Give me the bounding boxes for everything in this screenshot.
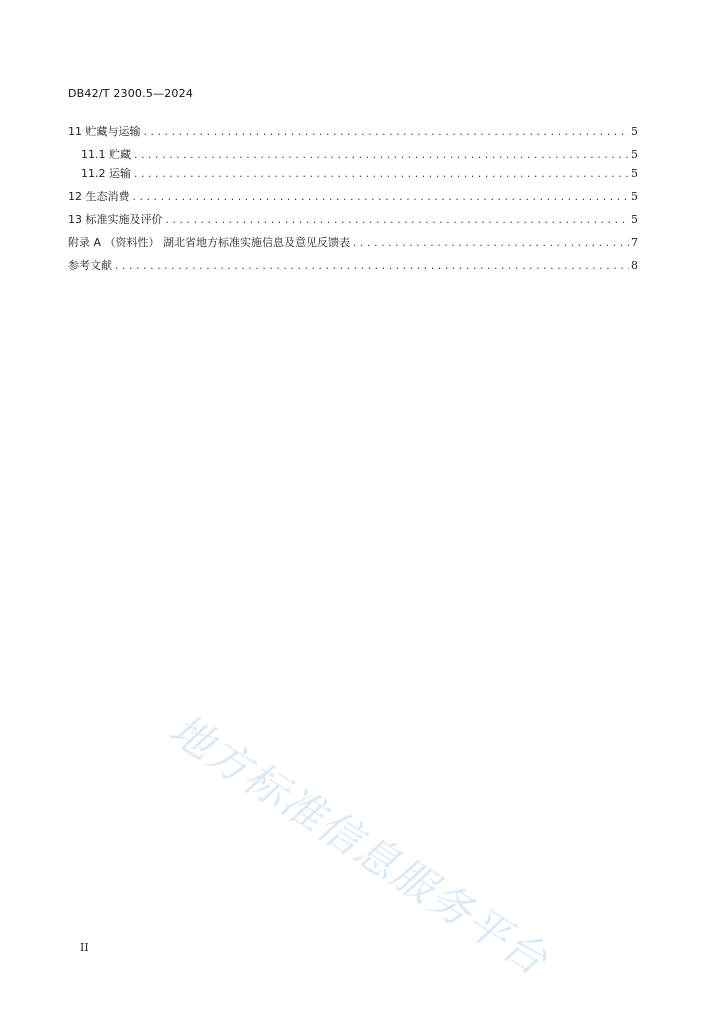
toc-entry-page: 5 bbox=[631, 148, 638, 161]
toc-entry-page: 5 bbox=[631, 167, 638, 180]
toc-entry-11-1[interactable] bbox=[68, 146, 638, 165]
toc-entry-label: 11.2 运输 bbox=[81, 167, 131, 180]
toc-entry-label: 参考文献 bbox=[68, 259, 112, 272]
toc-entry-11[interactable] bbox=[68, 123, 638, 146]
toc-entry-references[interactable] bbox=[68, 257, 638, 280]
toc-leader-dots bbox=[143, 128, 630, 138]
toc-entry-label: 附录 A （资料性） 湖北省地方标准实施信息及意见反馈表 bbox=[68, 236, 351, 249]
toc-entry-page: 5 bbox=[631, 125, 638, 138]
document-code: DB42/T 2300.5—2024 bbox=[68, 87, 194, 100]
toc-entry-page: 7 bbox=[631, 236, 638, 249]
toc-entry-11-2[interactable] bbox=[68, 165, 638, 188]
watermark: 地方标准信息服务平台 bbox=[161, 704, 558, 986]
toc-leader-dots bbox=[352, 239, 629, 249]
toc-entry-label: 11.1 贮藏 bbox=[81, 148, 131, 161]
toc-leader-dots bbox=[114, 262, 629, 272]
table-of-contents bbox=[68, 123, 638, 280]
toc-entry-13[interactable] bbox=[68, 211, 638, 234]
toc-entry-12[interactable] bbox=[68, 188, 638, 211]
toc-entry-page: 5 bbox=[631, 213, 638, 226]
toc-leader-dots bbox=[133, 151, 629, 161]
toc-entry-label: 13 标准实施及评价 bbox=[68, 213, 163, 226]
toc-entry-label: 12 生态消费 bbox=[68, 190, 130, 203]
page-number: II bbox=[80, 941, 89, 954]
toc-entry-appendix-a[interactable] bbox=[68, 234, 638, 257]
toc-leader-dots bbox=[132, 193, 630, 203]
toc-leader-dots bbox=[165, 216, 630, 226]
toc-entry-page: 5 bbox=[631, 190, 638, 203]
toc-entry-label: 11 贮藏与运输 bbox=[68, 125, 141, 138]
toc-leader-dots bbox=[133, 170, 629, 180]
toc-entry-page: 8 bbox=[631, 259, 638, 272]
